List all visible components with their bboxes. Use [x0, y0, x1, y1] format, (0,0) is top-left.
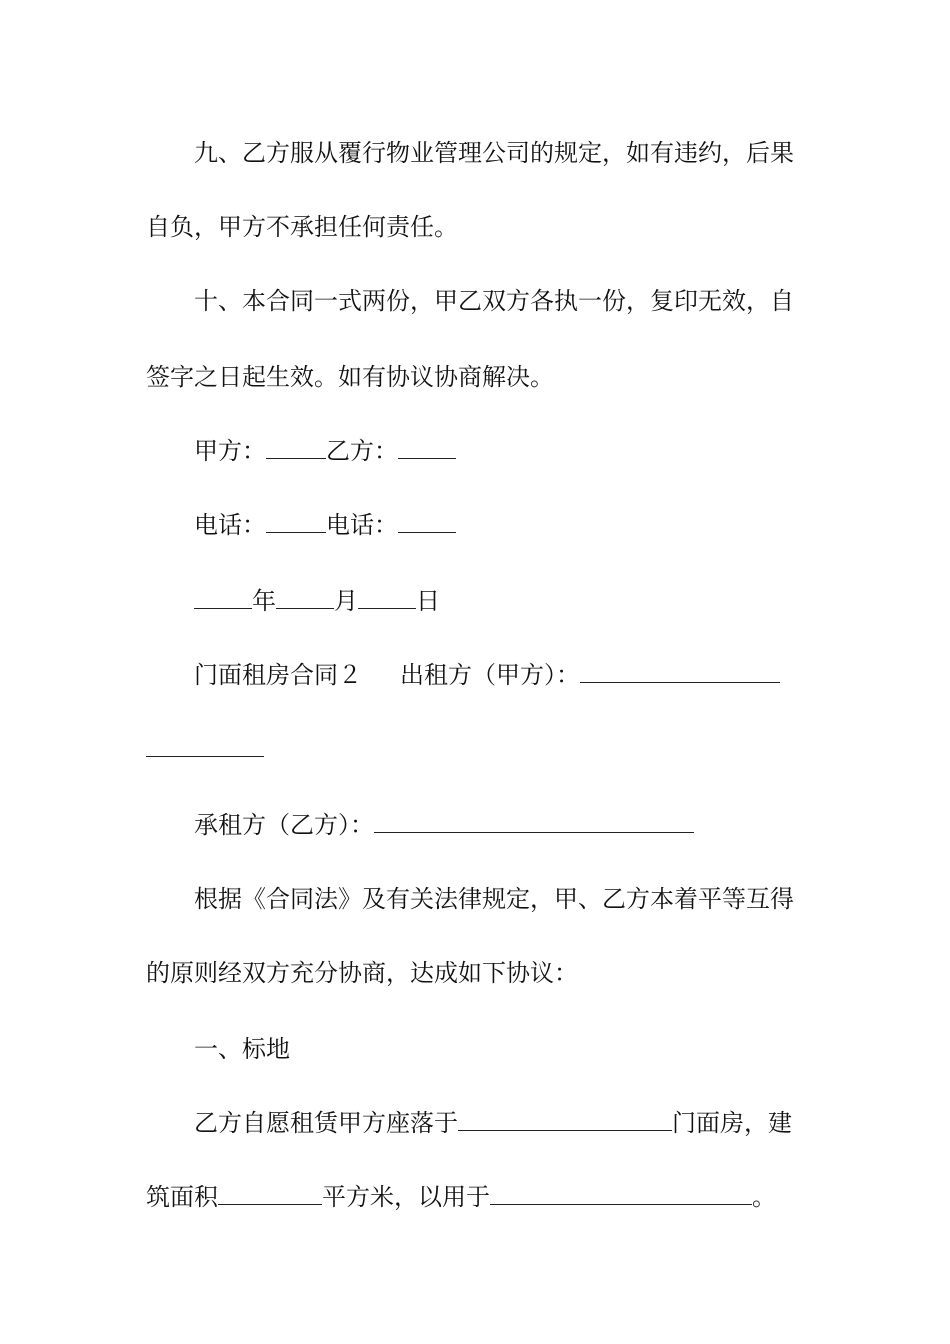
- basis-line-1: 根据《合同法》及有关法律规定，甲、乙方本着平等互得: [194, 885, 794, 913]
- lessee-blank: [374, 810, 694, 833]
- clause-10-line-2: 签字之日起生效。如有协议协商解决。: [146, 363, 554, 391]
- month-blank: [276, 586, 334, 609]
- party-b-blank: [398, 436, 456, 459]
- year-blank: [194, 586, 252, 609]
- subject-text-2c: 。: [752, 1183, 776, 1211]
- signature-parties-line: [146, 436, 874, 466]
- subject-text-2b: 平方米，以用于: [322, 1183, 490, 1211]
- section-1-title: 一、标地: [194, 1035, 290, 1063]
- contract-2-header-line: [146, 660, 874, 690]
- location-blank: [458, 1108, 672, 1131]
- lessor-blank-continuation: [146, 734, 826, 764]
- subject-text-1a: 乙方自愿租赁甲方座落于: [194, 1109, 458, 1137]
- phone-b-label: 电话：: [326, 511, 398, 539]
- lessor-label: 出租方（甲方）：: [400, 661, 580, 689]
- purpose-blank: [490, 1182, 752, 1205]
- party-b-label: 乙方：: [326, 437, 398, 465]
- lessee-line: [146, 810, 874, 840]
- contract-2-title: 门面租房合同２: [194, 661, 362, 689]
- clause-9-line-1: 九、乙方服从覆行物业管理公司的规定，如有违约，后果: [194, 139, 794, 167]
- clause-9-line-2: 自负，甲方不承担任何责任。: [146, 213, 458, 241]
- party-a-blank: [266, 436, 326, 459]
- phone-line: [146, 510, 874, 540]
- subject-line-1: [146, 1108, 874, 1138]
- month-label: 月: [334, 587, 358, 615]
- lessor-blank-2: [146, 734, 264, 757]
- year-label: 年: [252, 587, 276, 615]
- phone-a-label: 电话：: [194, 511, 266, 539]
- lessee-label: 承租方（乙方）：: [194, 811, 374, 839]
- subject-text-1b: 门面房，建: [672, 1109, 792, 1137]
- area-blank: [218, 1182, 322, 1205]
- subject-text-2a: 筑面积: [146, 1183, 218, 1211]
- party-a-label: 甲方：: [194, 437, 266, 465]
- clause-10-line-1: 十、本合同一式两份，甲乙双方各执一份，复印无效，自: [194, 287, 794, 315]
- basis-line-2: 的原则经双方充分协商，达成如下协议：: [146, 959, 578, 987]
- day-label: 日: [416, 587, 440, 615]
- subject-line-2: [146, 1182, 826, 1212]
- lessor-blank: [580, 660, 780, 683]
- day-blank: [358, 586, 416, 609]
- phone-a-blank: [266, 510, 326, 533]
- date-line: [146, 586, 874, 616]
- phone-b-blank: [398, 510, 456, 533]
